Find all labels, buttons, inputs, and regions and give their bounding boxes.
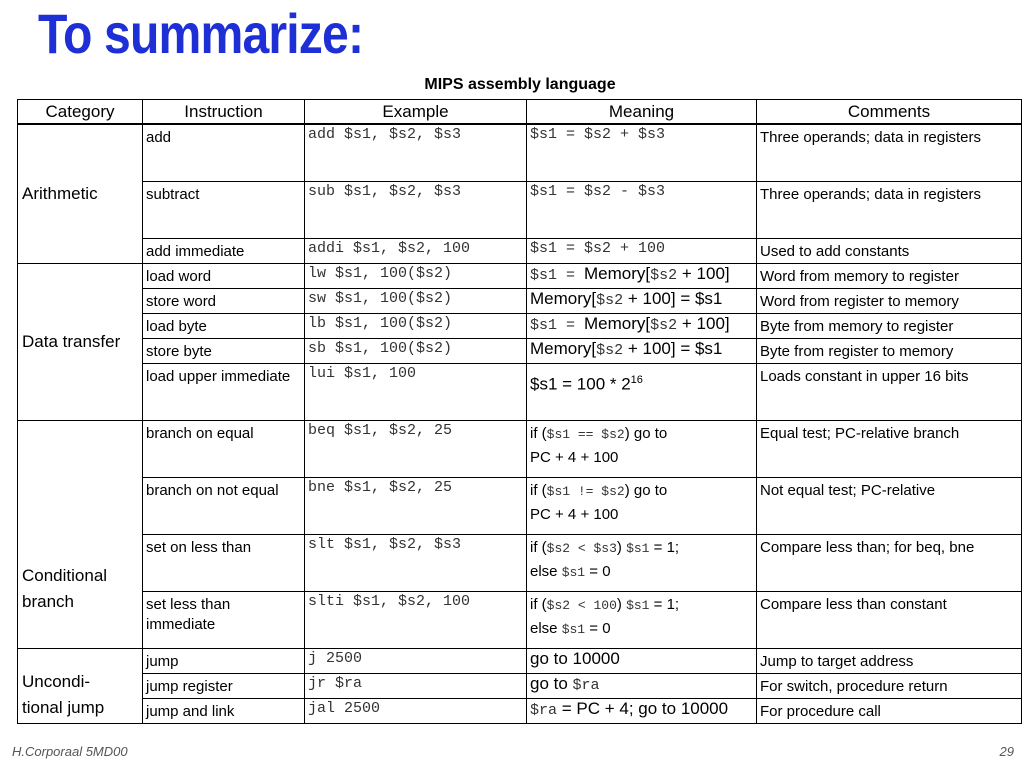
example-cell: lb $s1, 100($s2) bbox=[305, 313, 527, 338]
comment-cell: Three operands; data in registers bbox=[757, 181, 1022, 238]
example-cell: add $s1, $s2, $s3 bbox=[305, 124, 527, 181]
meaning-cell: $s1 = $s2 + $s3 bbox=[527, 124, 757, 181]
category-conditional-branch: Conditional branch bbox=[18, 420, 143, 648]
comment-cell: Not equal test; PC-relative bbox=[757, 477, 1022, 534]
header-row bbox=[18, 100, 1022, 125]
table-row bbox=[18, 698, 1022, 723]
instruction-cell: load upper immediate bbox=[143, 363, 305, 420]
header-comments: Comments bbox=[757, 100, 1022, 125]
instruction-cell: set on less than bbox=[143, 534, 305, 591]
instruction-cell: set less than immediate bbox=[143, 591, 305, 648]
meaning-cell: Memory[$s2 + 100] = $s1 bbox=[527, 338, 757, 363]
example-cell: bne $s1, $s2, 25 bbox=[305, 477, 527, 534]
example-cell: jr $ra bbox=[305, 673, 527, 698]
table-caption: MIPS assembly language bbox=[424, 76, 616, 93]
table-row bbox=[18, 534, 1022, 591]
example-cell: j 2500 bbox=[305, 648, 527, 673]
table-row bbox=[18, 238, 1022, 263]
instruction-cell: jump bbox=[143, 648, 305, 673]
comment-cell: Word from register to memory bbox=[757, 288, 1022, 313]
meaning-cell: $s1 = Memory[$s2 + 100] bbox=[527, 263, 757, 288]
instruction-cell: add immediate bbox=[143, 238, 305, 263]
comment-cell: For switch, procedure return bbox=[757, 673, 1022, 698]
example-cell: slt $s1, $s2, $s3 bbox=[305, 534, 527, 591]
category-unconditional-jump: Uncondi- tional jump bbox=[18, 648, 143, 723]
meaning-cell: Memory[$s2 + 100] = $s1 bbox=[527, 288, 757, 313]
table-row bbox=[18, 338, 1022, 363]
example-cell: jal 2500 bbox=[305, 698, 527, 723]
instruction-cell: jump and link bbox=[143, 698, 305, 723]
table-row bbox=[18, 648, 1022, 673]
meaning-cell: $s1 = $100 * 2^{16}$ bbox=[527, 363, 757, 420]
example-cell: sw $s1, 100($s2) bbox=[305, 288, 527, 313]
meaning-cell: if ($s2 < $s3) $s1 = 1; else $s1 = 0 bbox=[527, 534, 757, 591]
header-category: Category bbox=[18, 100, 143, 125]
instruction-cell: branch on equal bbox=[143, 420, 305, 477]
comment-cell: Byte from memory to register bbox=[757, 313, 1022, 338]
comment-cell: For procedure call bbox=[757, 698, 1022, 723]
table-row bbox=[18, 673, 1022, 698]
category-arithmetic: Arithmetic bbox=[18, 124, 143, 263]
table-row bbox=[18, 263, 1022, 288]
meaning-cell: if ($s2 < 100) $s1 = 1; else $s1 = 0 bbox=[527, 591, 757, 648]
instruction-cell: branch on not equal bbox=[143, 477, 305, 534]
meaning-cell: go to 10000 bbox=[527, 648, 757, 673]
header-instruction: Instruction bbox=[143, 100, 305, 125]
example-cell: slti $s1, $s2, 100 bbox=[305, 591, 527, 648]
comment-cell: Three operands; data in registers bbox=[757, 124, 1022, 181]
instruction-cell: load byte bbox=[143, 313, 305, 338]
meaning-cell: if ($s1 != $s2) go to PC + 4 + 100 bbox=[527, 477, 757, 534]
instruction-cell: jump register bbox=[143, 673, 305, 698]
instruction-cell: store byte bbox=[143, 338, 305, 363]
comment-cell: Equal test; PC-relative branch bbox=[757, 420, 1022, 477]
comment-cell: Loads constant in upper 16 bits bbox=[757, 363, 1022, 420]
instruction-cell: add bbox=[143, 124, 305, 181]
mips-table bbox=[17, 99, 1022, 724]
example-cell: addi $s1, $s2, 100 bbox=[305, 238, 527, 263]
page-number: 29 bbox=[999, 744, 1014, 759]
table-row bbox=[18, 591, 1022, 648]
example-cell: lui $s1, 100 bbox=[305, 363, 527, 420]
page-title: To summarize: bbox=[38, 2, 364, 65]
meaning-cell: if ($s1 == $s2) go to PC + 4 + 100 bbox=[527, 420, 757, 477]
comment-cell: Compare less than; for beq, bne bbox=[757, 534, 1022, 591]
example-cell: beq $s1, $s2, 25 bbox=[305, 420, 527, 477]
instruction-cell: subtract bbox=[143, 181, 305, 238]
example-cell: sb $s1, 100($s2) bbox=[305, 338, 527, 363]
example-cell: lw $s1, 100($s2) bbox=[305, 263, 527, 288]
table-row bbox=[18, 313, 1022, 338]
meaning-cell: $s1 = $s2 - $s3 bbox=[527, 181, 757, 238]
meaning-cell: $ra = PC + 4; go to 10000 bbox=[527, 698, 757, 723]
footer-author: H.Corporaal 5MD00 bbox=[12, 744, 128, 759]
table-row bbox=[18, 363, 1022, 420]
meaning-cell: $s1 = $s2 + 100 bbox=[527, 238, 757, 263]
comment-cell: Byte from register to memory bbox=[757, 338, 1022, 363]
header-meaning: Meaning bbox=[527, 100, 757, 125]
meaning-cell: $s1 = Memory[$s2 + 100] bbox=[527, 313, 757, 338]
comment-cell: Jump to target address bbox=[757, 648, 1022, 673]
table-row bbox=[18, 288, 1022, 313]
instruction-cell: store word bbox=[143, 288, 305, 313]
category-data-transfer: Data transfer bbox=[18, 263, 143, 420]
instruction-cell: load word bbox=[143, 263, 305, 288]
comment-cell: Used to add constants bbox=[757, 238, 1022, 263]
header-example: Example bbox=[305, 100, 527, 125]
table-row bbox=[18, 477, 1022, 534]
comment-cell: Word from memory to register bbox=[757, 263, 1022, 288]
table-row bbox=[18, 181, 1022, 238]
meaning-cell: go to $ra bbox=[527, 673, 757, 698]
comment-cell: Compare less than constant bbox=[757, 591, 1022, 648]
table-row bbox=[18, 420, 1022, 477]
table-row bbox=[18, 124, 1022, 181]
example-cell: sub $s1, $s2, $s3 bbox=[305, 181, 527, 238]
